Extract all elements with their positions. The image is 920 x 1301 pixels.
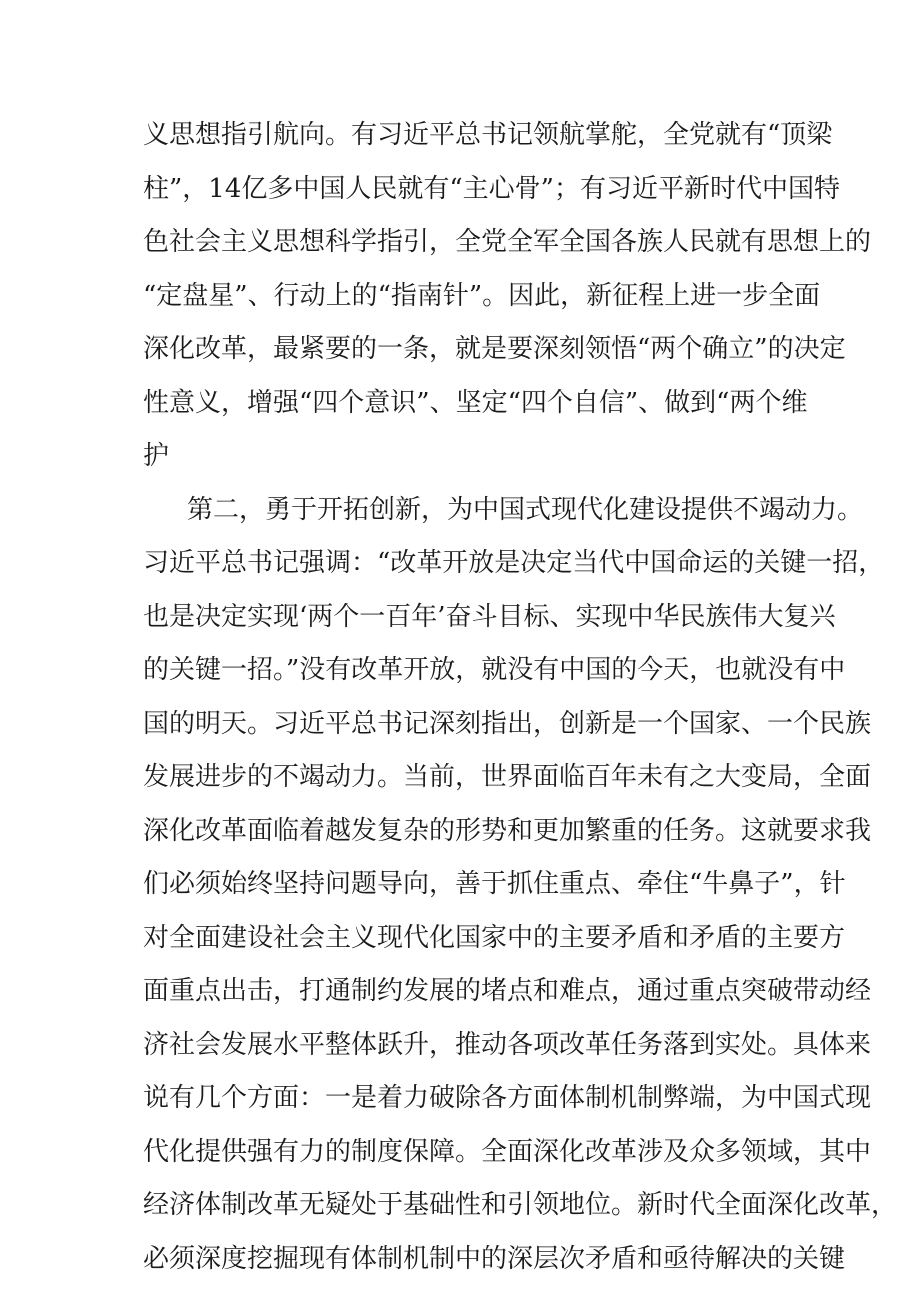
text-line: 济社会发展水平整体跃升，推动各项改革任务落到实处。具体来 xyxy=(143,1029,872,1060)
text-line: 深化改革，最紧要的一条，就是要深刻领悟“两个确立”的决定 xyxy=(143,334,846,364)
text-line: 性意义，增强“四个意识”、坚定“四个自信”、做到“两个维 xyxy=(143,387,808,418)
text-line: 的关键一招。”没有改革开放，就没有中国的今天，也就没有中 xyxy=(143,655,846,685)
text-line: 义思想指引航向。有习近平总书记领航掌舵，全党就有“顶梁 xyxy=(143,120,833,150)
text-line: 发展进步的不竭动力。当前，世界面临百年未有之大变局，全面 xyxy=(143,762,872,792)
paragraph-1 xyxy=(143,109,872,484)
document-body xyxy=(143,109,898,1286)
text-line: 也是决定实现‘两个一百年’奋斗目标、实现中华民族伟大复兴 xyxy=(143,601,836,632)
paragraph-2 xyxy=(143,484,898,1287)
text-line: 面重点出击，打通制约发展的堵点和难点，通过重点突破带动经 xyxy=(143,976,872,1006)
text-line: 习近平总书记强调：“改革开放是决定当代中国命运的关键一招， xyxy=(143,548,885,578)
text-line: 代化提供强有力的制度保障。全面深化改革涉及众多领域，其中 xyxy=(143,1136,872,1167)
text-line: 们必须始终坚持问题导向，善于抓住重点、牵住“牛鼻子”，针 xyxy=(143,869,846,899)
text-line: “定盘星”、行动上的“指南针”。因此，新征程上进一步全面 xyxy=(143,280,821,311)
text-line: 说有几个方面：一是着力破除各方面体制机制弊端，为中国式现 xyxy=(143,1083,872,1113)
text-line: 第二，勇于开拓创新，为中国式现代化建设提供不竭动力。 xyxy=(187,494,864,525)
text-line: 经济体制改革无疑处于基础性和引领地位。新时代全面深化改革， xyxy=(143,1190,898,1220)
text-line: 对全面建设社会主义现代化国家中的主要矛盾和矛盾的主要方 xyxy=(143,922,846,953)
text-line: 深化改革面临着越发复杂的形势和更加繁重的任务。这就要求我 xyxy=(143,815,872,846)
text-line: 柱”，14亿多中国人民就有“主心骨”；有习近平新时代中国特 xyxy=(143,173,840,204)
text-line: 国的明天。习近平总书记深刻指出，创新是一个国家、一个民族 xyxy=(143,708,872,739)
text-line: 色社会主义思想科学指引，全党全军全国各族人民就有思想上的 xyxy=(143,227,872,257)
text-line: 护 xyxy=(143,441,170,471)
text-line: 必须深度挖掘现有体制机制中的深层次矛盾和亟待解决的关键 xyxy=(143,1243,846,1274)
